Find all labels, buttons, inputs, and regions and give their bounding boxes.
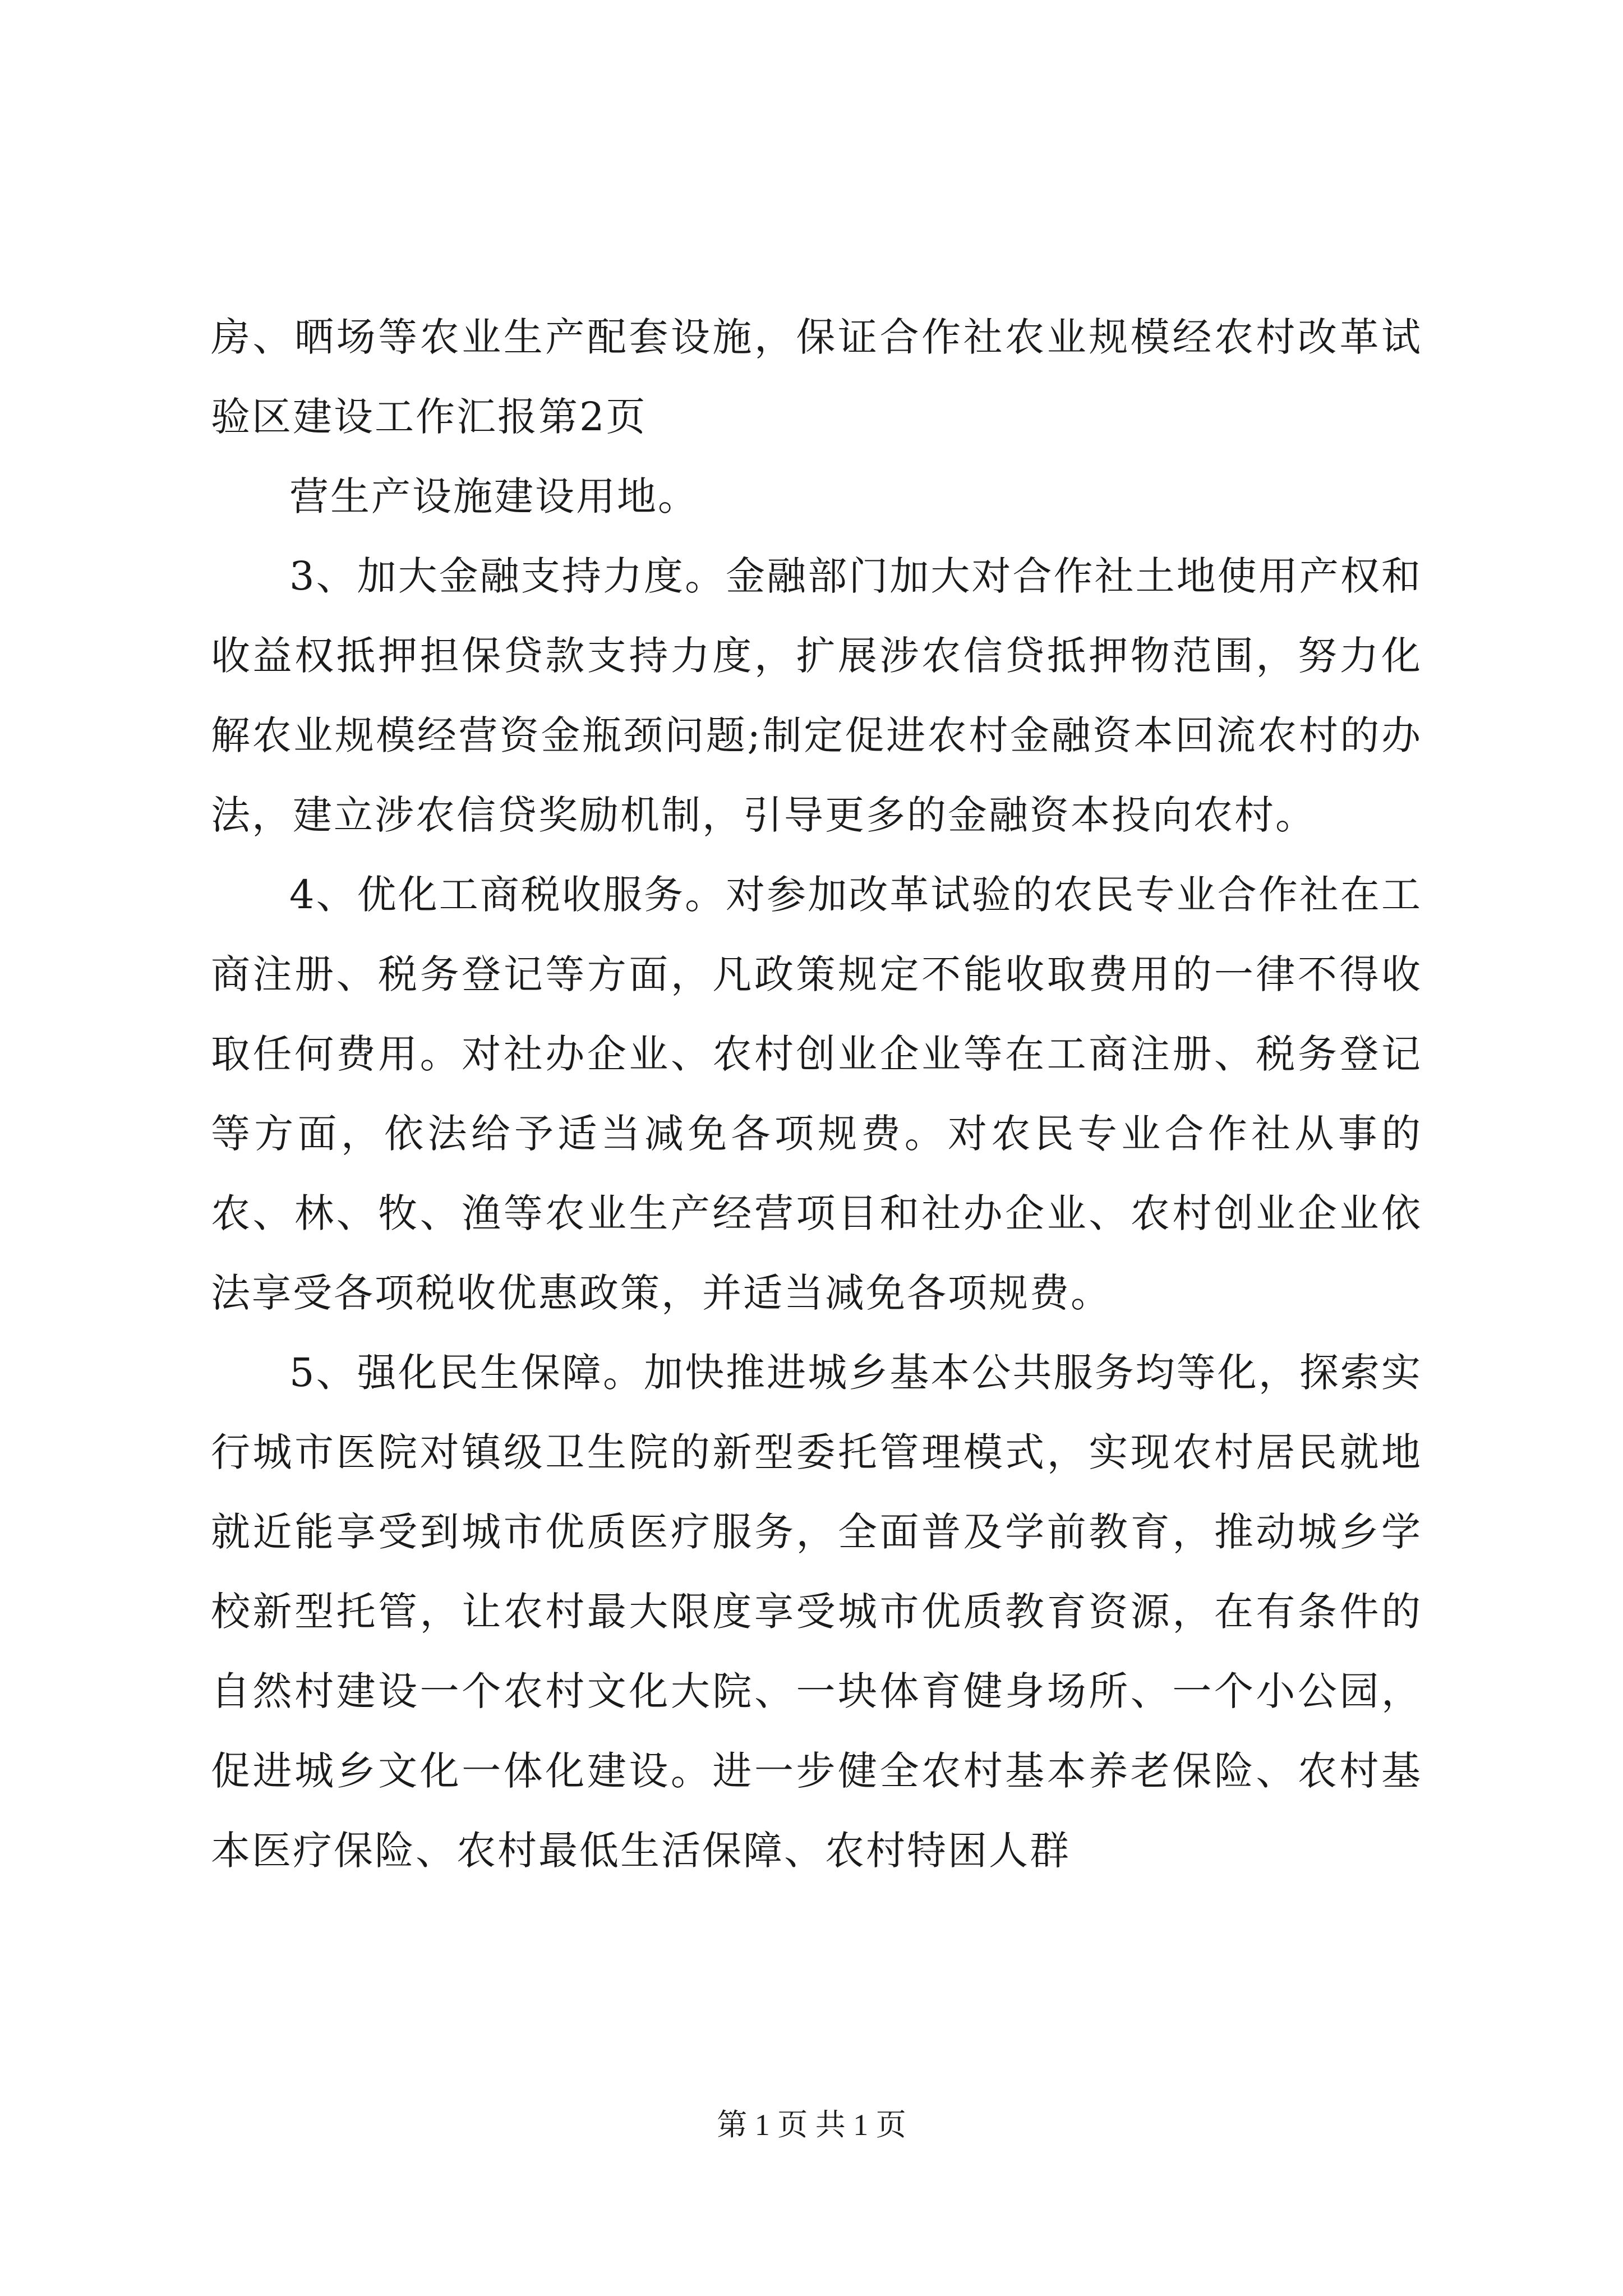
paragraph-2: 营生产设施建设用地。	[289, 473, 699, 519]
paragraph-3: 3、加大金融支持力度。金融部门加大对合作社土地使用产权和收益权抵押担保贷款支持力度，扩展涉农信贷抵押物范围，努力化解农业规模经营资金瓶颈问题;制定促进农村金融资本回流农村的办法，建立涉农信贷奖励机制，引导更多的金融资本投向农村。	[211, 553, 1422, 838]
paragraph-4: 4、优化工商税收服务。对参加改革试验的农民专业合作社在工商注册、税务登记等方面，凡政策规定不能收取费用的一律不得收取任何费用。对社办企业、农村创业企业等在工商注册、税务登记等方面，依法给予适当减免各项规费。对农民专业合作社从事的农、林、牧、渔等农业生产经营项目和社办企业、农村创业企业依法享受各项税收优惠政策，并适当减免各项规费。	[211, 872, 1422, 1316]
page-footer: 第 1 页 共 1 页	[717, 2108, 906, 2142]
document-body	[211, 297, 1422, 1890]
paragraph-1: 房、晒场等农业生产配套设施，保证合作社农业规模经农村改革试验区建设工作汇报第2页	[211, 314, 1422, 440]
paragraph-5: 5、强化民生保障。加快推进城乡基本公共服务均等化，探索实行城市医院对镇级卫生院的新型委托管理模式，实现农村居民就地就近能享受到城市优质医疗服务，全面普及学前教育，推动城乡学校新型托管，让农村最大限度享受城市优质教育资源，在有条件的自然村建设一个农村文化大院、一块体育健身场所、一个小公园，促进城乡文化一体化建设。进一步健全农村基本养老保险、农村基本医疗保险、农村最低生活保障、农村特困人群	[211, 1350, 1422, 1874]
